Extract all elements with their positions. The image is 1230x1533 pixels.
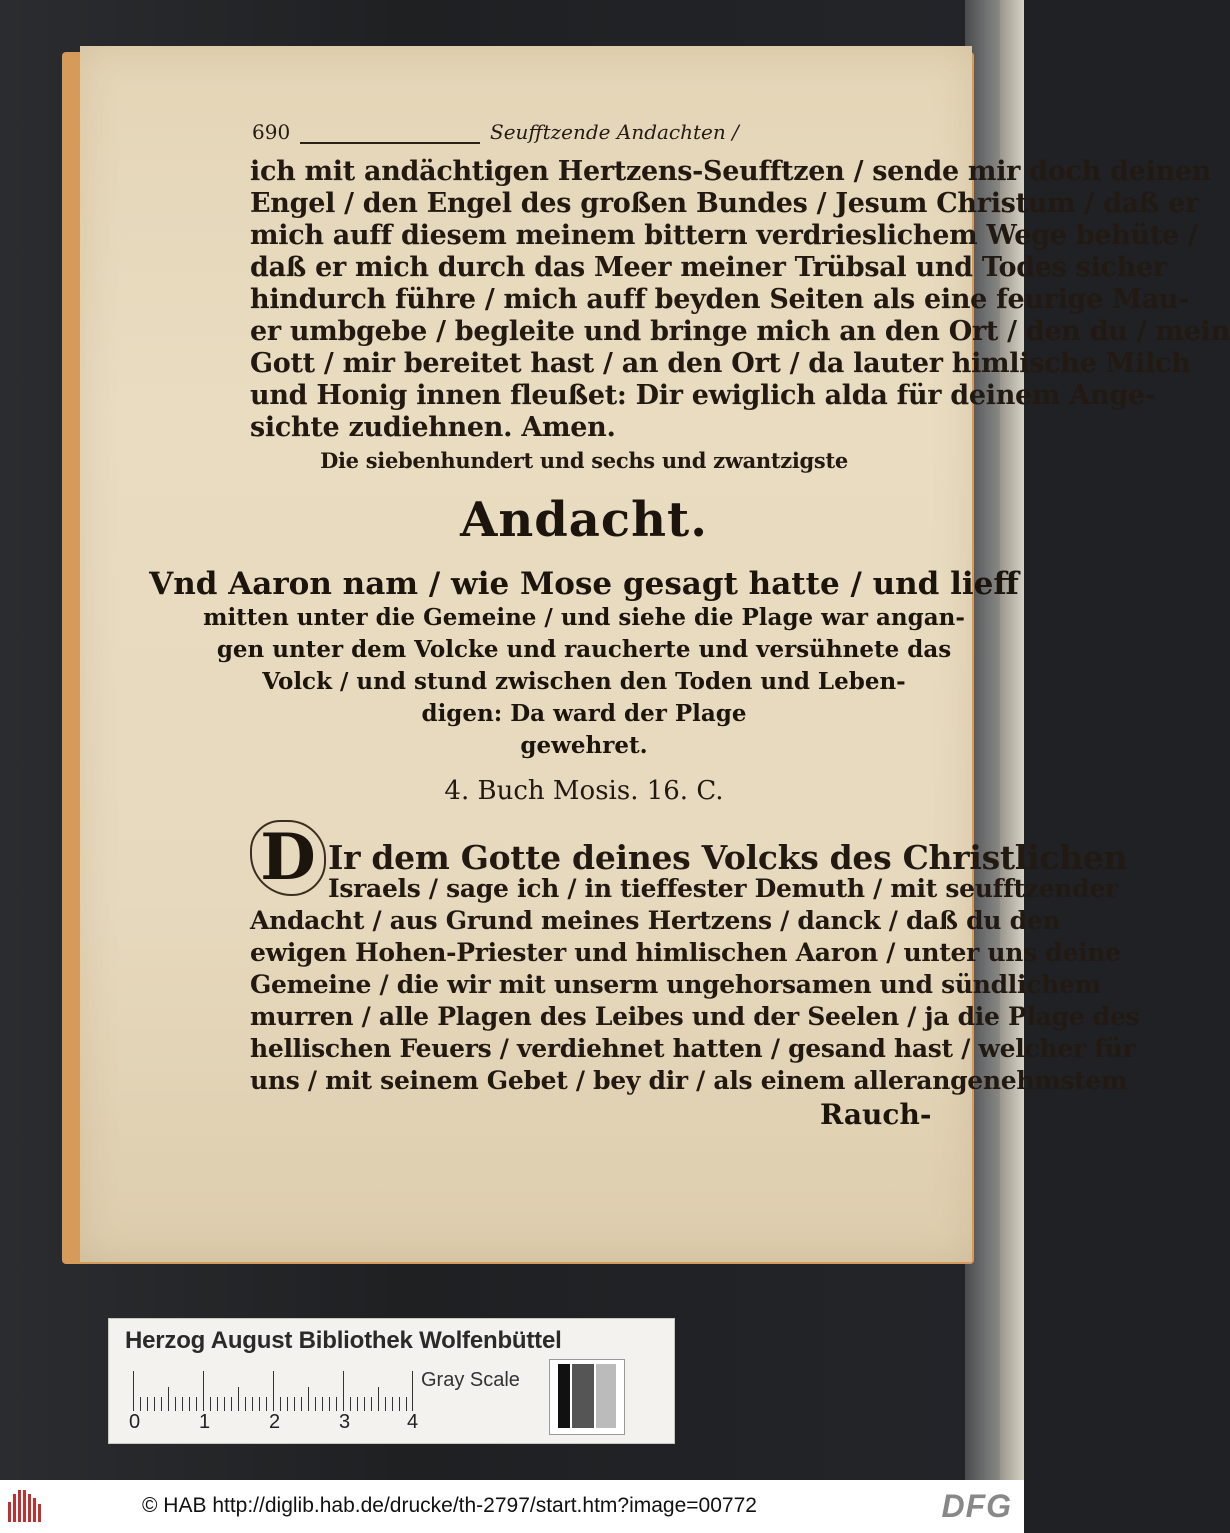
dfg-logo: DFG (941, 1488, 1012, 1524)
ruler (133, 1371, 413, 1411)
body-line: er umbgebe / begleite und bringe mich an den Ort / den du / mein (250, 316, 1230, 347)
prayer-line: Gemeine / die wir mit unserm ungehorsamen und sündlichem (250, 970, 1101, 999)
footer-bar (0, 1480, 1024, 1533)
body-line: sichte zudiehnen. Amen. (250, 412, 616, 443)
prayer-line: Ir dem Gotte deines Volcks des Christlichen (328, 838, 1128, 877)
body-line: Engel / den Engel des großen Bundes / Jesum Christum / daß er (250, 188, 1199, 219)
verse-line: digen: Da ward der Plage (421, 700, 747, 727)
library-name: Herzog August Bibliothek Wolfenbüttel (125, 1327, 562, 1354)
verse-line: mitten unter die Gemeine / und siehe die Plage war angan- (203, 604, 965, 631)
body-line: ich mit andächtigen Hertzens-Seufftzen / sende mir doch deinen (250, 156, 1211, 187)
section-title: Andacht. (460, 492, 708, 548)
prayer-line: Andacht / aus Grund meines Hertzens / danck / daß du den (250, 906, 1061, 935)
body-line: Gott / mir bereitet hast / an den Ort / da lauter himlische Milch (250, 348, 1191, 379)
copyright-link[interactable]: © HAB http://diglib.hab.de/drucke/th-2797/start.htm?image=00772 (142, 1494, 757, 1517)
ruler-number: 3 (339, 1411, 351, 1433)
ruler-number: 0 (129, 1411, 141, 1433)
running-header (252, 118, 922, 148)
body-line: und Honig innen fleußet: Dir ewiglich alda für deinem Ange- (250, 380, 1156, 411)
hab-logo-icon (8, 1490, 42, 1522)
page-number: 690 (252, 120, 291, 144)
prayer-line: ewigen Hohen-Priester und himlischen Aaron / unter uns deine (250, 938, 1121, 967)
verse-line: Vnd Aaron nam / wie Mose gesagt hatte / und lieff (149, 566, 1019, 602)
library-label (108, 1318, 675, 1444)
ruler-tick-major (343, 1371, 344, 1411)
ruler-tick-major (203, 1371, 204, 1411)
running-head: Seufftzende Andachten / (490, 120, 739, 144)
gray-scale-swatch (549, 1359, 625, 1435)
prayer-line: uns / mit seinem Gebet / bey dir / als einem allerangenehmstem (250, 1066, 1128, 1095)
section-subtitle: Die siebenhundert und sechs und zwantzigste (320, 448, 848, 473)
verse-line: gewehret. (520, 732, 648, 759)
body-line: hindurch führe / mich auff beyden Seiten als eine feurige Mau- (250, 284, 1190, 315)
ruler-number: 4 (407, 1411, 419, 1433)
scripture-citation: 4. Buch Mosis. 16. C. (444, 776, 724, 806)
body-line: daß er mich durch das Meer meiner Trübsal und Todes sicher (250, 252, 1167, 283)
prayer-line: hellischen Feuers / verdiehnet hatten / gesand hast / welcher für (250, 1034, 1136, 1063)
ruler-tick-major (412, 1371, 413, 1411)
ruler-tick-major (273, 1371, 274, 1411)
drop-cap-initial: D (250, 820, 326, 896)
catchword: Rauch- (820, 1098, 932, 1131)
verse-line: gen unter dem Volcke und raucherte und versühnete das (216, 636, 952, 663)
ruler-tick-major (133, 1371, 134, 1411)
ruler-number: 1 (199, 1411, 211, 1433)
prayer-line: murren / alle Plagen des Leibes und der Seelen / ja die Plage des (250, 1002, 1140, 1031)
prayer-line: Israels / sage ich / in tieffester Demuth / mit seufftzender (328, 874, 1118, 903)
header-rule (300, 142, 480, 144)
ruler-number: 2 (269, 1411, 281, 1433)
body-line: mich auff diesem meinem bittern verdrieslichem Wege behüte / (250, 220, 1198, 251)
verse-line: Volck / und stund zwischen den Toden und Leben- (262, 668, 906, 695)
gray-scale-label: Gray Scale (421, 1369, 520, 1391)
